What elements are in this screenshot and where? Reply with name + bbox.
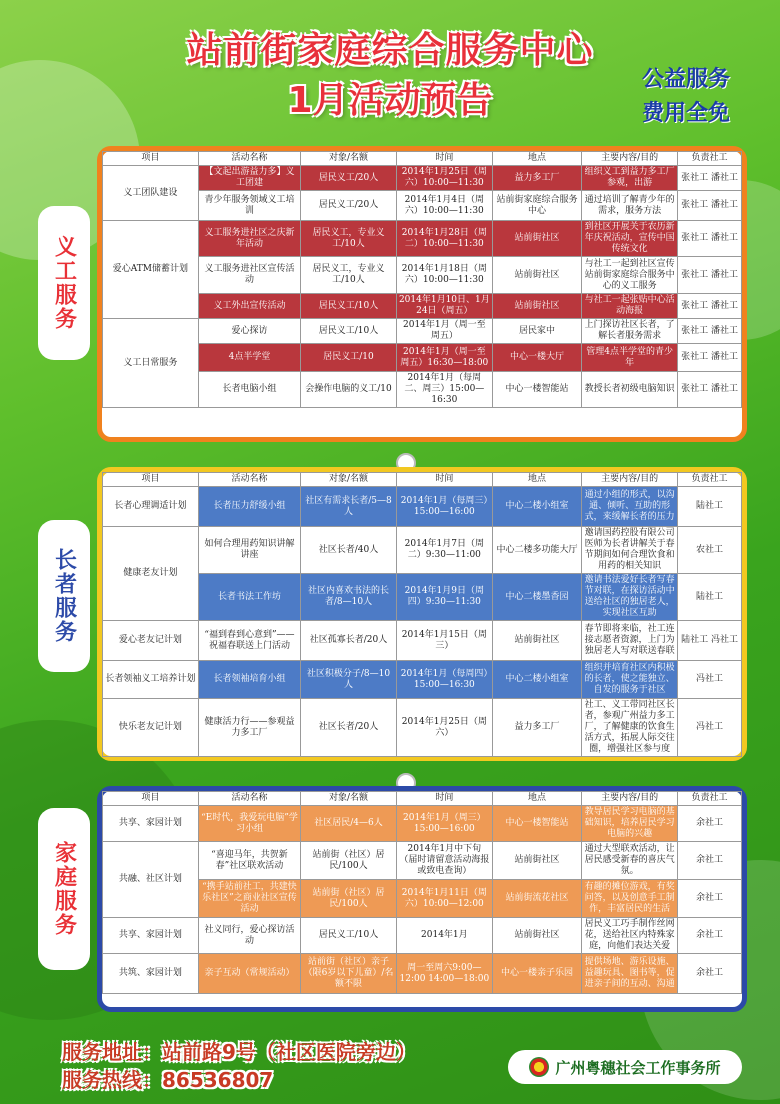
table-row (103, 621, 742, 661)
table-cell: 2014年1月7日（周二）9:30—11:00 (396, 527, 492, 574)
table-cell: 站前街社区 (492, 257, 581, 294)
column-header: 对象/名额 (301, 152, 397, 166)
free-service-label: 公益服务 (641, 66, 730, 92)
service-hotline: 服务热线：86536807 (62, 1068, 274, 1092)
table-cell: 站前街流花社区 (492, 880, 581, 918)
table-cell: 张社工 潘社工 (678, 166, 742, 191)
table-cell: 居民义工，专业义工/10人 (301, 257, 397, 294)
column-header: 主要内容/目的 (582, 792, 678, 806)
project-cell: 快乐老友记计划 (103, 699, 199, 757)
table-row (103, 487, 742, 527)
table-cell: 周一至周六9:00—12:00 14:00—18:00 (396, 954, 492, 994)
table-cell: 站前街社区 (492, 621, 581, 661)
table-cell: 张社工 潘社工 (678, 344, 742, 372)
table-cell: 长者书法工作坊 (198, 574, 300, 621)
column-header: 活动名称 (198, 152, 300, 166)
table-cell: 长者压力舒缓小组 (198, 487, 300, 527)
column-header: 活动名称 (198, 792, 300, 806)
column-header: 地点 (492, 792, 581, 806)
project-cell: 义工团队建设 (103, 166, 199, 221)
table-cell: “携手站前社工，共建快乐社区”之商业社区宣传活动 (198, 880, 300, 918)
organization-badge (508, 1050, 742, 1084)
table-cell: 张社工 潘社工 (678, 372, 742, 408)
table-cell: 冯社工 (678, 699, 742, 757)
table-cell: 有趣的摊位游戏，有奖问答，以及创意手工制作，丰富居民的生活 (582, 880, 678, 918)
table-row (103, 191, 742, 221)
project-cell: 长者心理调适计划 (103, 487, 199, 527)
table-cell: 2014年1月（每周三）15:00—16:00 (396, 487, 492, 527)
table-cell: 张社工 潘社工 (678, 221, 742, 257)
table-cell: 通过大型联欢活动，让居民感受新春的喜庆气氛。 (582, 842, 678, 880)
organization-name: 广州粤穗社会工作事务所 (555, 1058, 721, 1077)
table-cell: 冯社工 (678, 661, 742, 699)
table-cell: 中心一楼大厅 (492, 344, 581, 372)
table-cell: 中心二楼小组室 (492, 661, 581, 699)
table-cell: 会操作电脑的义工/10 (301, 372, 397, 408)
column-header: 负责社工 (678, 792, 742, 806)
project-cell: 义工日常服务 (103, 319, 199, 408)
table-cell: 2014年1月（周三）15:00—16:00 (396, 806, 492, 842)
table-header-row (103, 792, 742, 806)
column-header: 时间 (396, 152, 492, 166)
table-cell: 居民义工，专业义工/10人 (301, 221, 397, 257)
column-header: 时间 (396, 792, 492, 806)
table-cell: 提供场地、游乐设施、益趣玩具、图书等，促进亲子间的互动、沟通 (582, 954, 678, 994)
project-cell: 长者领袖义工培养计划 (103, 661, 199, 699)
table-cell: “福到春到心意到”——祝福春联送上门活动 (198, 621, 300, 661)
table-cell: 社区有需求长者/5—8人 (301, 487, 397, 527)
table-cell: 2014年1月10日、1月24日（周五） (396, 294, 492, 319)
table-cell: 2014年1月25日（周六）10:00—11:30 (396, 166, 492, 191)
project-cell: 健康老友计划 (103, 527, 199, 621)
table-cell: 居民义工/10 (301, 344, 397, 372)
table-cell: 上门探访社区长者，了解长者服务需求 (582, 319, 678, 344)
table-cell: 2014年1月（每周二、周三）15:00—16:30 (396, 372, 492, 408)
table-cell: 中心二楼墨香园 (492, 574, 581, 621)
table-cell: 站前街（社区）亲子（限6岁以下儿童）/名额不限 (301, 954, 397, 994)
table-cell: 张社工 潘社工 (678, 319, 742, 344)
project-cell: 共筑、家园计划 (103, 954, 199, 994)
service-address: 服务地址：站前路9号（社区医院旁边） (62, 1040, 416, 1064)
table-row (103, 574, 742, 621)
family-schedule-table (102, 791, 742, 994)
table-cell: 组织并培育社区内积极的长者，使之能独立、自发的服务于社区 (582, 661, 678, 699)
column-header: 主要内容/目的 (582, 152, 678, 166)
free-cost-label: 费用全免 (641, 100, 730, 126)
table-cell: 邀请国药控股有限公司医师为长者讲解关于春节期间如何合理饮食和用药的相关知识 (582, 527, 678, 574)
elderly-section-tab: 长者服务 (38, 520, 90, 672)
table-row (103, 319, 742, 344)
table-cell: 2014年1月（周一至周五） (396, 319, 492, 344)
column-header: 对象/名额 (301, 473, 397, 487)
table-cell: 健康活力行——参观益力多工厂 (198, 699, 300, 757)
table-cell: 义工服务进社区之庆新年活动 (198, 221, 300, 257)
table-cell: 益力多工厂 (492, 166, 581, 191)
column-header: 地点 (492, 473, 581, 487)
table-row (103, 661, 742, 699)
family-schedule-panel (97, 786, 747, 1012)
table-cell: 张社工 潘社工 (678, 294, 742, 319)
table-row (103, 806, 742, 842)
table-cell: 2014年1月15日（周三） (396, 621, 492, 661)
table-cell: 与社工一起到社区宣传站前街家庭综合服务中心的义工服务 (582, 257, 678, 294)
table-row (103, 257, 742, 294)
table-cell: 如何合理用药知识讲解讲座 (198, 527, 300, 574)
table-cell: 社义同行，爱心探访活动 (198, 918, 300, 954)
table-header-row (103, 473, 742, 487)
table-cell: 中心一楼智能站 (492, 806, 581, 842)
poster-subtitle: 1月活动预告 (287, 80, 493, 121)
table-cell: 义工外出宣传活动 (198, 294, 300, 319)
table-cell: 站前街社区 (492, 221, 581, 257)
table-cell: 教授长者初级电脑知识 (582, 372, 678, 408)
table-row (103, 221, 742, 257)
table-cell: 4点半学堂 (198, 344, 300, 372)
table-cell: 居民义工/10人 (301, 319, 397, 344)
table-cell: 中心二楼多功能大厅 (492, 527, 581, 574)
table-cell: 青少年服务领域义工培训 (198, 191, 300, 221)
table-row (103, 954, 742, 994)
table-cell: 社区积极分子/8—10人 (301, 661, 397, 699)
family-section-tab: 家庭服务 (38, 808, 90, 970)
table-cell: 2014年1月（周一至周五）16:30—18:00 (396, 344, 492, 372)
table-cell: 义工服务进社区宣传活动 (198, 257, 300, 294)
elderly-schedule-panel (97, 467, 747, 761)
table-cell: 居民义工/10人 (301, 918, 397, 954)
table-cell: 通过培训了解青少年的需求，服务方法 (582, 191, 678, 221)
table-cell: 2014年1月 (396, 918, 492, 954)
table-cell: 中心二楼小组室 (492, 487, 581, 527)
table-cell: 组织义工到益力多工厂参观，出游 (582, 166, 678, 191)
table-cell: 2014年1月中下旬（届时请留意活动海报或致电查询） (396, 842, 492, 880)
column-header: 项目 (103, 473, 199, 487)
table-cell: 爱心探访 (198, 319, 300, 344)
volunteer-schedule-panel (97, 146, 747, 442)
table-cell: 管理4点半学堂的青少年 (582, 344, 678, 372)
table-cell: 长者电脑小组 (198, 372, 300, 408)
table-cell: 到社区开展关于农历新年庆祝活动，宣传中国传统文化 (582, 221, 678, 257)
table-cell: 2014年1月11日（周六）10:00—12:00 (396, 880, 492, 918)
table-cell: 邀请书法爱好长者写春节对联，在探访活动中送给社区的独居老人，实现社区互助 (582, 574, 678, 621)
table-cell: “喜迎马年，共贺新春”社区联欢活动 (198, 842, 300, 880)
volunteer-section-tab: 义工服务 (38, 206, 90, 360)
table-cell: 通过小组的形式，以沟通、倾听、互助的形式，来缓解长者的压力 (582, 487, 678, 527)
table-row (103, 527, 742, 574)
table-cell: 2014年1月4日（周六）10:00—11:30 (396, 191, 492, 221)
poster-title: 站前街家庭综合服务中心 (186, 30, 594, 71)
table-cell: 益力多工厂 (492, 699, 581, 757)
table-cell: 余社工 (678, 918, 742, 954)
project-cell: 爱心ATM储蓄计划 (103, 221, 199, 319)
table-cell: 站前街（社区）居民/100人 (301, 842, 397, 880)
table-cell: 张社工 潘社工 (678, 257, 742, 294)
table-cell: 社区孤寡长者/20人 (301, 621, 397, 661)
table-cell: 余社工 (678, 954, 742, 994)
table-cell: 长者领袖培育小组 (198, 661, 300, 699)
table-cell: 2014年1月28日（周二）10:00—11:30 (396, 221, 492, 257)
table-cell: 教导居民学习电脑的基础知识，培养居民学习电脑的兴趣 (582, 806, 678, 842)
table-cell: 社区长者/40人 (301, 527, 397, 574)
table-cell: 站前街社区 (492, 842, 581, 880)
table-cell: 【文起出游益力多】义工团建 (198, 166, 300, 191)
table-cell: 陆社工 冯社工 (678, 621, 742, 661)
column-header: 项目 (103, 152, 199, 166)
table-cell: 与社工一起张贴中心活动海报 (582, 294, 678, 319)
project-cell: 共享、家园计划 (103, 806, 199, 842)
table-cell: 余社工 (678, 880, 742, 918)
volunteer-schedule-table (102, 151, 742, 408)
column-header: 时间 (396, 473, 492, 487)
table-cell: 居民义工/20人 (301, 166, 397, 191)
table-row (103, 880, 742, 918)
table-cell: 2014年1月（每周四）15:00—16:30 (396, 661, 492, 699)
column-header: 地点 (492, 152, 581, 166)
table-cell: 居民义工/10人 (301, 294, 397, 319)
table-cell: 社区居民/4—6人 (301, 806, 397, 842)
column-header: 活动名称 (198, 473, 300, 487)
table-cell: 居民义工巧手制作丝网花，送给社区内特殊家庭，向他们表达关爱 (582, 918, 678, 954)
organization-logo-icon (529, 1057, 549, 1077)
table-header-row (103, 152, 742, 166)
table-cell: 居民家中 (492, 319, 581, 344)
table-cell: “E时代，我爱玩电脑”学习小组 (198, 806, 300, 842)
table-cell: 农社工 (678, 527, 742, 574)
project-cell: 共享、家园计划 (103, 918, 199, 954)
column-header: 负责社工 (678, 152, 742, 166)
column-header: 负责社工 (678, 473, 742, 487)
table-cell: 居民义工/20人 (301, 191, 397, 221)
column-header: 主要内容/目的 (582, 473, 678, 487)
table-cell: 中心一楼亲子乐园 (492, 954, 581, 994)
project-cell: 爱心老友记计划 (103, 621, 199, 661)
table-row (103, 918, 742, 954)
column-header: 对象/名额 (301, 792, 397, 806)
table-cell: 社工、义工带同社区长者，参观广州益力多工厂，了解健康的饮食生活方式，拓展人际交往圈，增强社区参与度 (582, 699, 678, 757)
table-cell: 春节即将来临，社工连接志愿者资源，上门为独居老人写对联送春联 (582, 621, 678, 661)
table-cell: 陆社工 (678, 487, 742, 527)
table-cell: 社区内喜欢书法的长者/8—10人 (301, 574, 397, 621)
project-cell: 共融、社区计划 (103, 842, 199, 918)
table-cell: 亲子互动（常规活动） (198, 954, 300, 994)
table-row (103, 166, 742, 191)
table-cell: 余社工 (678, 806, 742, 842)
table-cell: 站前街（社区）居民/100人 (301, 880, 397, 918)
table-cell: 陆社工 (678, 574, 742, 621)
table-row (103, 344, 742, 372)
table-cell: 站前街家庭综合服务中心 (492, 191, 581, 221)
elderly-schedule-table (102, 472, 742, 757)
table-row (103, 372, 742, 408)
table-row (103, 699, 742, 757)
table-cell: 中心一楼智能站 (492, 372, 581, 408)
table-cell: 2014年1月18日（周六）10:00—11:30 (396, 257, 492, 294)
table-cell: 张社工 潘社工 (678, 191, 742, 221)
table-cell: 站前街社区 (492, 294, 581, 319)
table-cell: 余社工 (678, 842, 742, 880)
table-cell: 2014年1月25日（周六） (396, 699, 492, 757)
table-cell: 社区长者/20人 (301, 699, 397, 757)
table-row (103, 842, 742, 880)
column-header: 项目 (103, 792, 199, 806)
table-cell: 2014年1月9日（周四）9:30—11:30 (396, 574, 492, 621)
table-cell: 站前街社区 (492, 918, 581, 954)
table-row (103, 294, 742, 319)
